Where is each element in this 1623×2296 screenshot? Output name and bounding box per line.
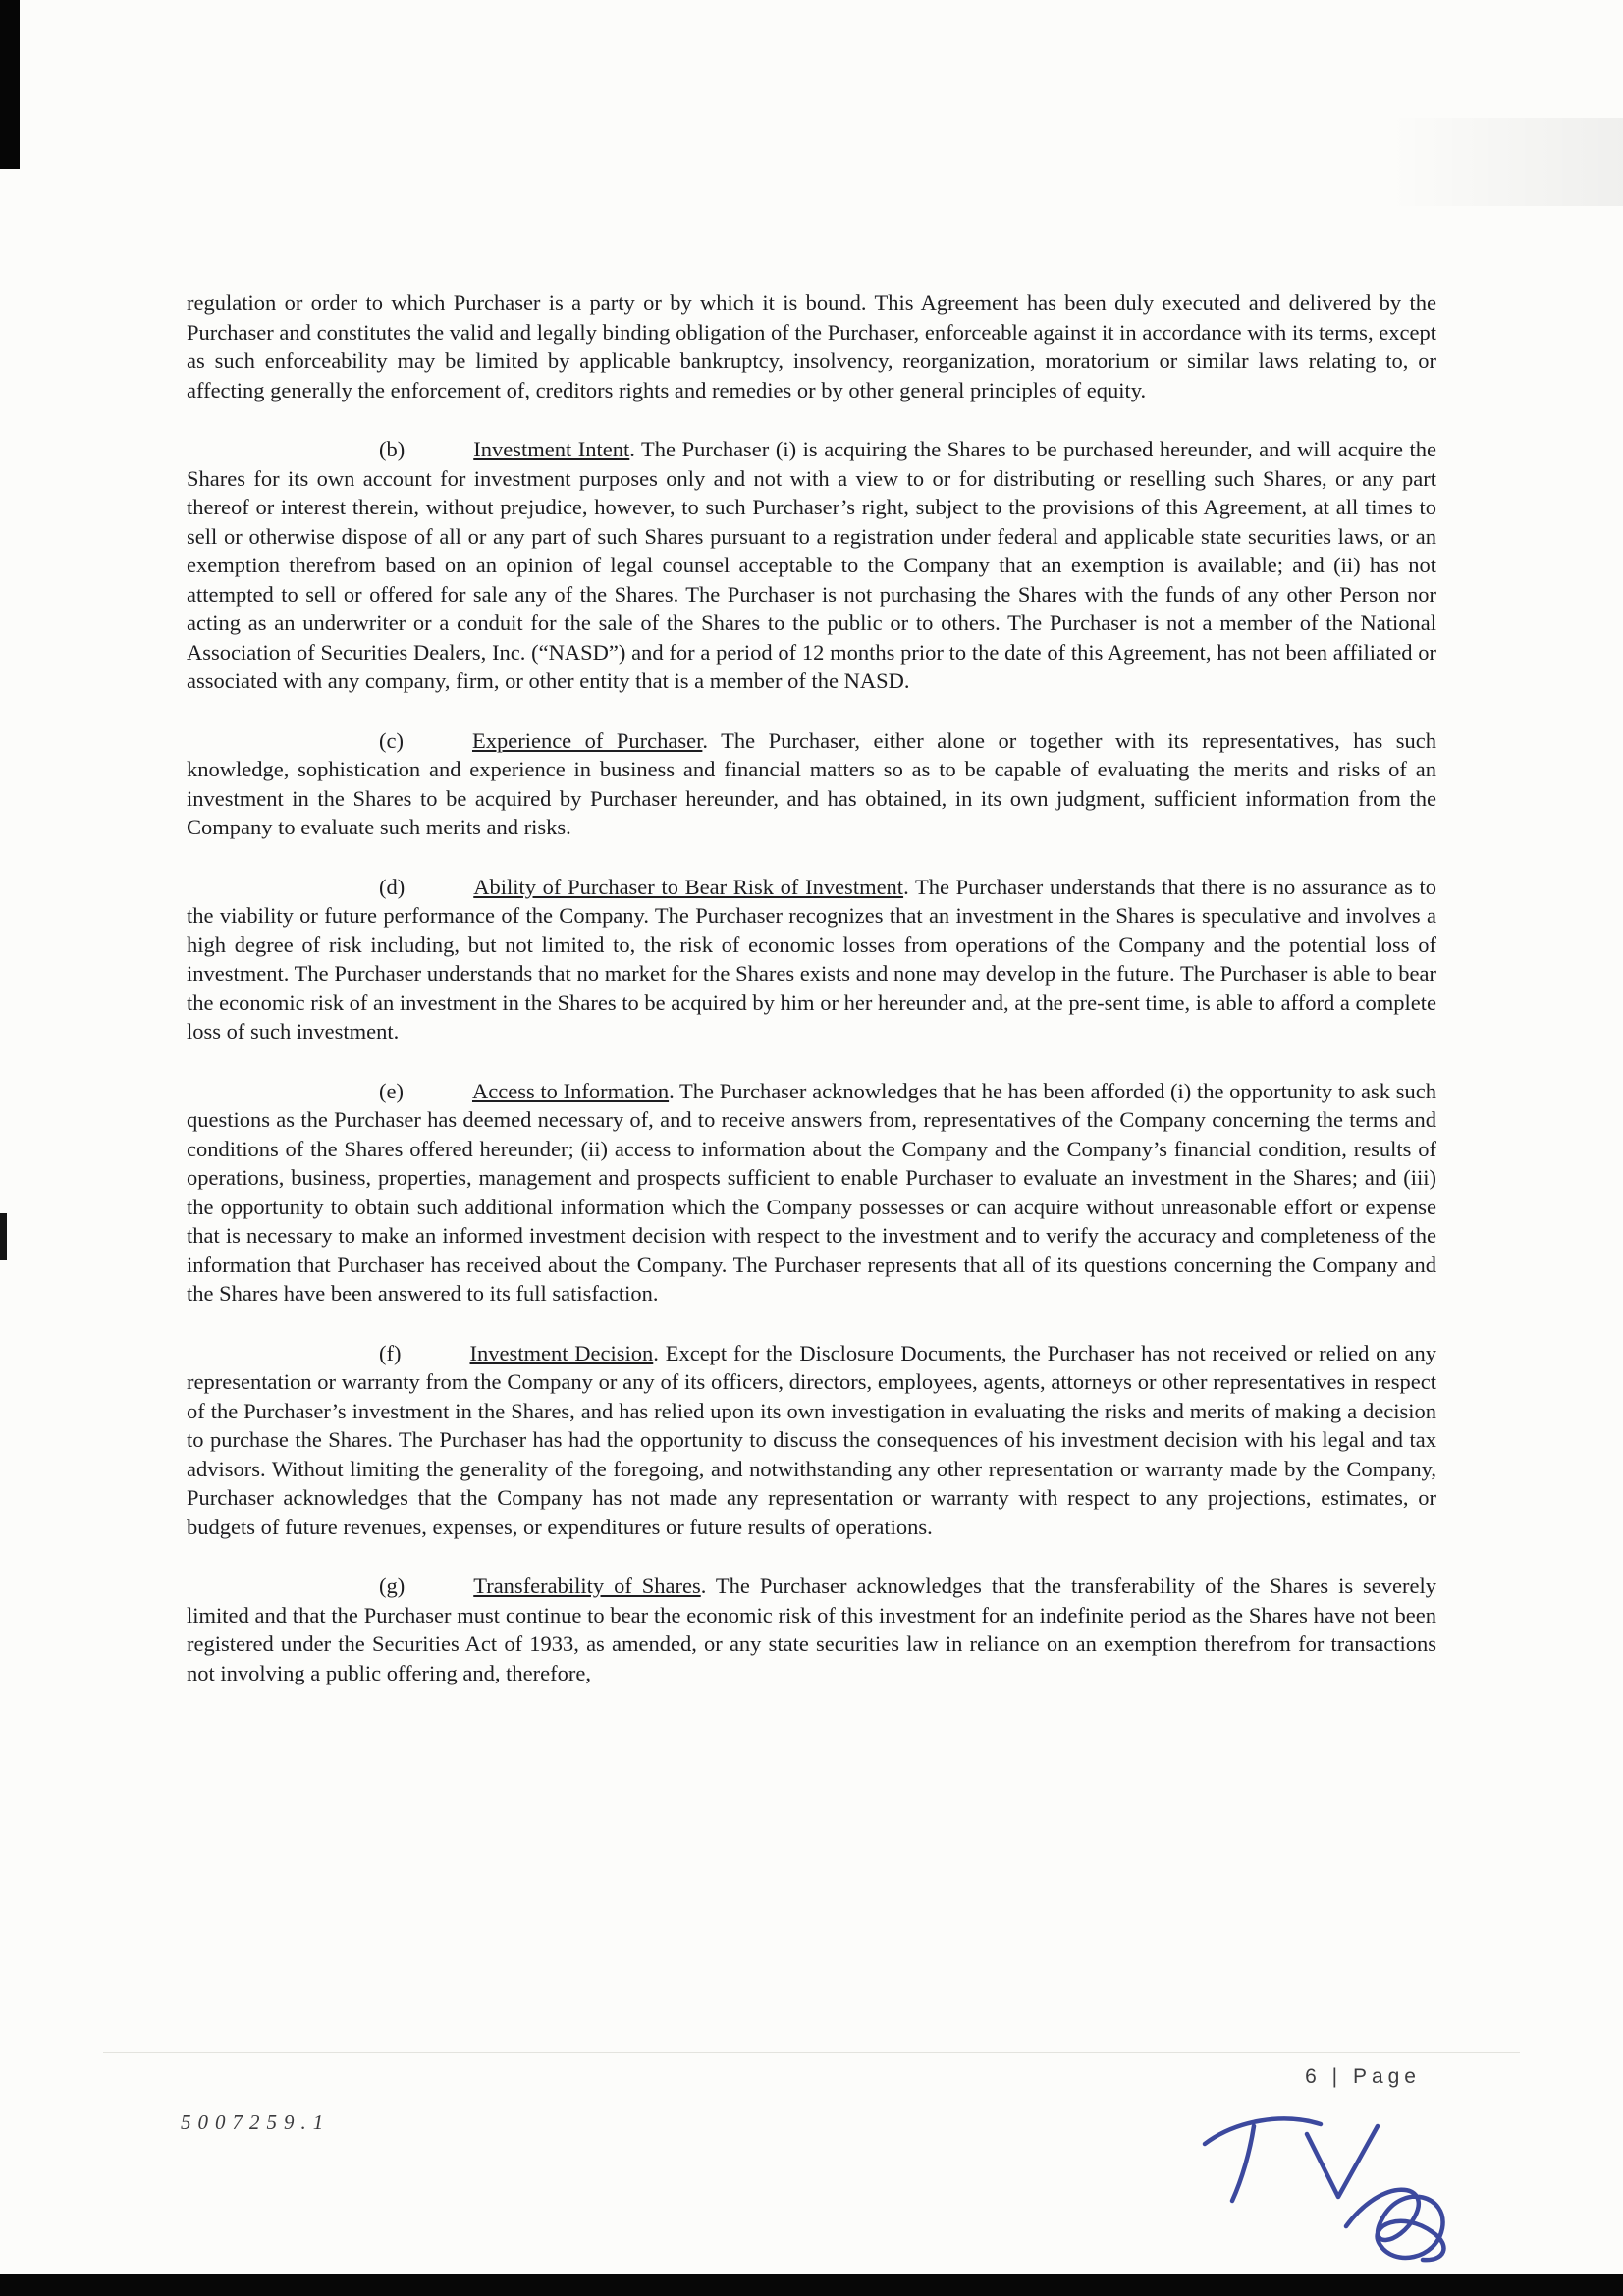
- paragraph: (f) Investment Decision. Except for the Disclosure Documents, the Purchaser has not received or relied on any representation or warranty from the Company or any of its officers, directors, employees, agents, attorneys or other representatives in respect of the Purchaser’s investment in the Shares, and has relied upon its own investigation in evaluating the risks and merits of making a decision to purchase the Shares. The Purchaser has had the opportunity to discuss the consequences of his investment decision with his legal and tax advisors. Without limiting the generality of the foregoing, and notwithstanding any other representation or warranty made by the Company, Purchaser acknowledges that the Company has not made any representation or warranty with respect to any projections, estimates, or budgets of future revenues, expenses, or expenditures or future results of operations.: [187, 1340, 1436, 1539]
- handwritten-initials-icon: [1191, 2101, 1476, 2272]
- paragraph: regulation or order to which Purchaser is a party or by which it is bound. This Agreement has been duly executed and delivered by the Purchaser and constitutes the valid and legally binding obligation of the Purchaser, enforceable against it in accordance with its terms, except as such enforceability may be limited by applicable bankruptcy, insolvency, reorganization, moratorium or similar laws relating to, or affecting generally the enforcement of, creditors rights and remedies or by other general principles of equity.: [187, 291, 1436, 402]
- paragraph-heading: Investment Decision: [469, 1340, 654, 1365]
- paragraph-label: (e): [379, 1078, 404, 1103]
- paragraph-label: (c): [379, 727, 404, 753]
- paragraph-label: (g): [379, 1574, 406, 1598]
- scan-shading-top-right: [1387, 118, 1623, 206]
- paragraph-label: (b): [379, 437, 406, 461]
- paragraph-heading: Investment Intent: [473, 437, 630, 461]
- document-body: [187, 289, 1436, 1718]
- paragraph: (e) Access to Information. The Purchaser acknowledges that he has been afforded (i) the opportunity to ask such questions as the Purchaser has deemed necessary of, and to receive answers from, representatives of the Company concerning the terms and conditions of the Shares offered hereunder; (ii) access to information about the Company and the Company’s financial condition, results of operations, business, properties, management and prospects sufficient to enable Purchaser to evaluate an investment in the Shares; and (iii) the opportunity to obtain such additional information which the Company possesses or can acquire without unreasonable effort or expense that is necessary to make an informed investment decision with respect to the investment and to verify the accuracy and completeness of the information that Purchaser has received about the Company. The Purchaser represents that all of its questions concerning the Company and the Shares have been answered to its full satisfaction.: [187, 1078, 1436, 1306]
- paragraph-heading: Ability of Purchaser to Bear Risk of Investment: [473, 874, 904, 899]
- paragraph-label: (d): [379, 874, 406, 899]
- scan-artifact-top-left: [0, 0, 20, 169]
- paragraph-heading: Experience of Purchaser: [471, 727, 703, 753]
- scan-artifact-left-edge: [0, 1213, 7, 1260]
- footer-divider: [103, 2052, 1520, 2053]
- paragraph: (b) Investment Intent. The Purchaser (i) is acquiring the Shares to be purchased hereunder, and will acquire the Shares for its own account for investment purposes only and not with a view to or for distributing or reselling such Shares, or any part thereof or interest therein, without prejudice, however, to such Purchaser’s right, subject to the provisions of this Agreement, at all times to sell or otherwise dispose of all or any part of such Shares pursuant to a registration under federal and applicable state securities laws, or an exemption therefrom based on an opinion of legal counsel acceptable to the Company that an exemption is available; and (ii) has not attempted to sell or offered for sale any of the Shares. The Purchaser is not purchasing the Shares with the funds of any other Person nor acting as an underwriter or a conduit for the sale of the Shares to the public or to others. The Purchaser is not a member of the National Association of Securities Dealers, Inc. (“NASD”) and for a period of 12 months prior to the date of this Agreement, has not been affiliated or associated with any company, firm, or other entity that is a member of the NASD.: [187, 437, 1436, 693]
- paragraph-heading: Access to Information: [471, 1078, 670, 1103]
- paragraph: (d) Ability of Purchaser to Bear Risk of Investment. The Purchaser understands that there is no assurance as to the viability or future performance of the Company. The Purchaser recognizes that an investment in the Shares is speculative and involves a high degree of risk including, but not limited to, the risk of economic losses from operations of the Company and the potential loss of investment. The Purchaser understands that no market for the Shares exists and none may develop in the future. The Purchaser is able to bear the economic risk of an investment in the Shares to be acquired by him or her hereunder and, at the pre-sent time, is able to afford a complete loss of such investment.: [187, 874, 1436, 1043]
- page-number: 6 | Page: [1305, 2065, 1421, 2088]
- scan-artifact-bottom: [0, 2274, 1623, 2296]
- paragraph: (c) Experience of Purchaser. The Purchaser, either alone or together with its representatives, has such knowledge, sophistication and experience in business and financial matters so as to be capable of evaluating the merits and risks of an investment in the Shares to be acquired by Purchaser hereunder, and has obtained, in its own judgment, sufficient information from the Company to evaluate such merits and risks.: [187, 727, 1436, 839]
- document-control-number: 5007259.1: [181, 2110, 331, 2134]
- paragraph: (g) Transferability of Shares. The Purchaser acknowledges that the transferability of the Shares is severely limited and that the Purchaser must continue to bear the economic risk of this investment for an indefinite period as the Shares have not been registered under the Securities Act of 1933, as amended, or any state securities law in reliance on an exemption therefrom for transactions not involving a public offering and, therefore,: [187, 1574, 1436, 1685]
- paragraph-heading: Transferability of Shares: [473, 1574, 701, 1598]
- paragraph-label: (f): [379, 1340, 402, 1365]
